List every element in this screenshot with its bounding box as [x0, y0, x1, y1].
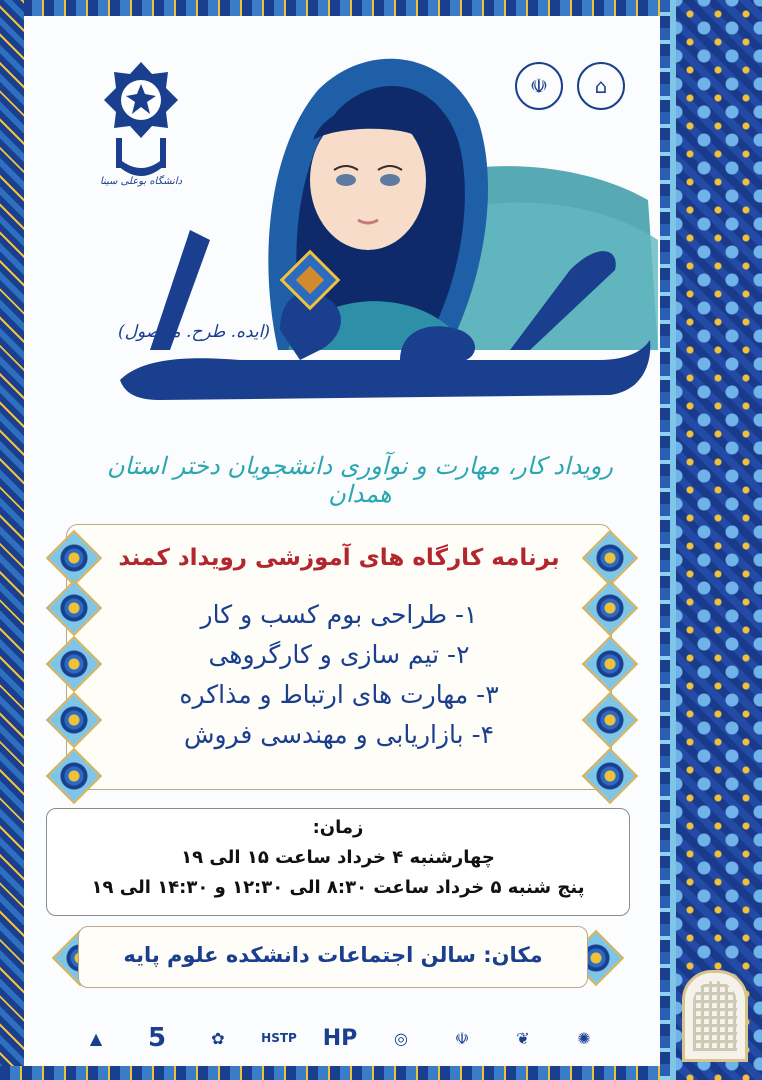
- university-logo: [96, 60, 186, 190]
- iran-emblem-icon: ☫: [515, 62, 563, 110]
- workshop-item: ۴- بازاریابی و مهندسی فروش: [183, 720, 495, 749]
- workshop-item: ۳- مهارت های ارتباط و مذاکره: [179, 680, 499, 709]
- event-tagline: رویداد کار، مهارت و نوآوری دانشجویان دختر استان همدان: [107, 452, 613, 508]
- schedule-day-1: چهارشنبه ۴ خرداد ساعت ۱۵ الی ۱۹: [181, 847, 495, 868]
- tile-border-top: [0, 0, 680, 16]
- arch-window-icon: [682, 970, 748, 1062]
- workshop-list: [67, 595, 611, 755]
- tech-uni-logo-icon: ✿: [211, 1028, 225, 1048]
- sima-logo-icon: ▲: [89, 1028, 103, 1048]
- uni-tech-logo-icon: ❦: [516, 1028, 530, 1048]
- event-subtitle: (ایده. طرح. محصول): [118, 322, 271, 342]
- foundation-logo-icon: ✺: [577, 1028, 591, 1048]
- tile-border-left: [0, 0, 24, 1080]
- tile-panel: [670, 0, 762, 1080]
- workshop-panel: [66, 524, 612, 790]
- workshop-heading: برنامه کارگاه های آموزشی رویداد کمند: [118, 545, 560, 571]
- schedule-box: [46, 808, 630, 916]
- workshop-item: ۱- طراحی بوم کسب و کار: [200, 600, 478, 629]
- schedule-day-2: پنج شنبه ۵ خرداد ساعت ۸:۳۰ الی ۱۲:۳۰ و ۱۴:۳۰ الی ۱۹: [91, 877, 585, 898]
- hp-logo-icon: HP: [322, 1025, 358, 1051]
- five-logo-icon: 5: [147, 1023, 167, 1053]
- location-box: [78, 926, 588, 988]
- schedule-label: زمان:: [312, 817, 364, 838]
- tile-border-bottom: [0, 1066, 680, 1080]
- workshop-item: ۲- تیم سازی و کارگروهی: [208, 640, 470, 669]
- emblem-logo-icon: ☫: [454, 1028, 470, 1048]
- hstp-logo-icon: HSTP: [261, 1031, 297, 1045]
- women-affairs-emblem-icon: ⌂: [577, 62, 625, 110]
- location-text: مکان: سالن اجتماعات دانشکده علوم پایه: [123, 943, 543, 967]
- sponsor-logos: [74, 1008, 606, 1068]
- university-name: دانشگاه بوعلی سینا: [99, 176, 183, 187]
- tvto-logo-icon: ◎: [394, 1028, 408, 1048]
